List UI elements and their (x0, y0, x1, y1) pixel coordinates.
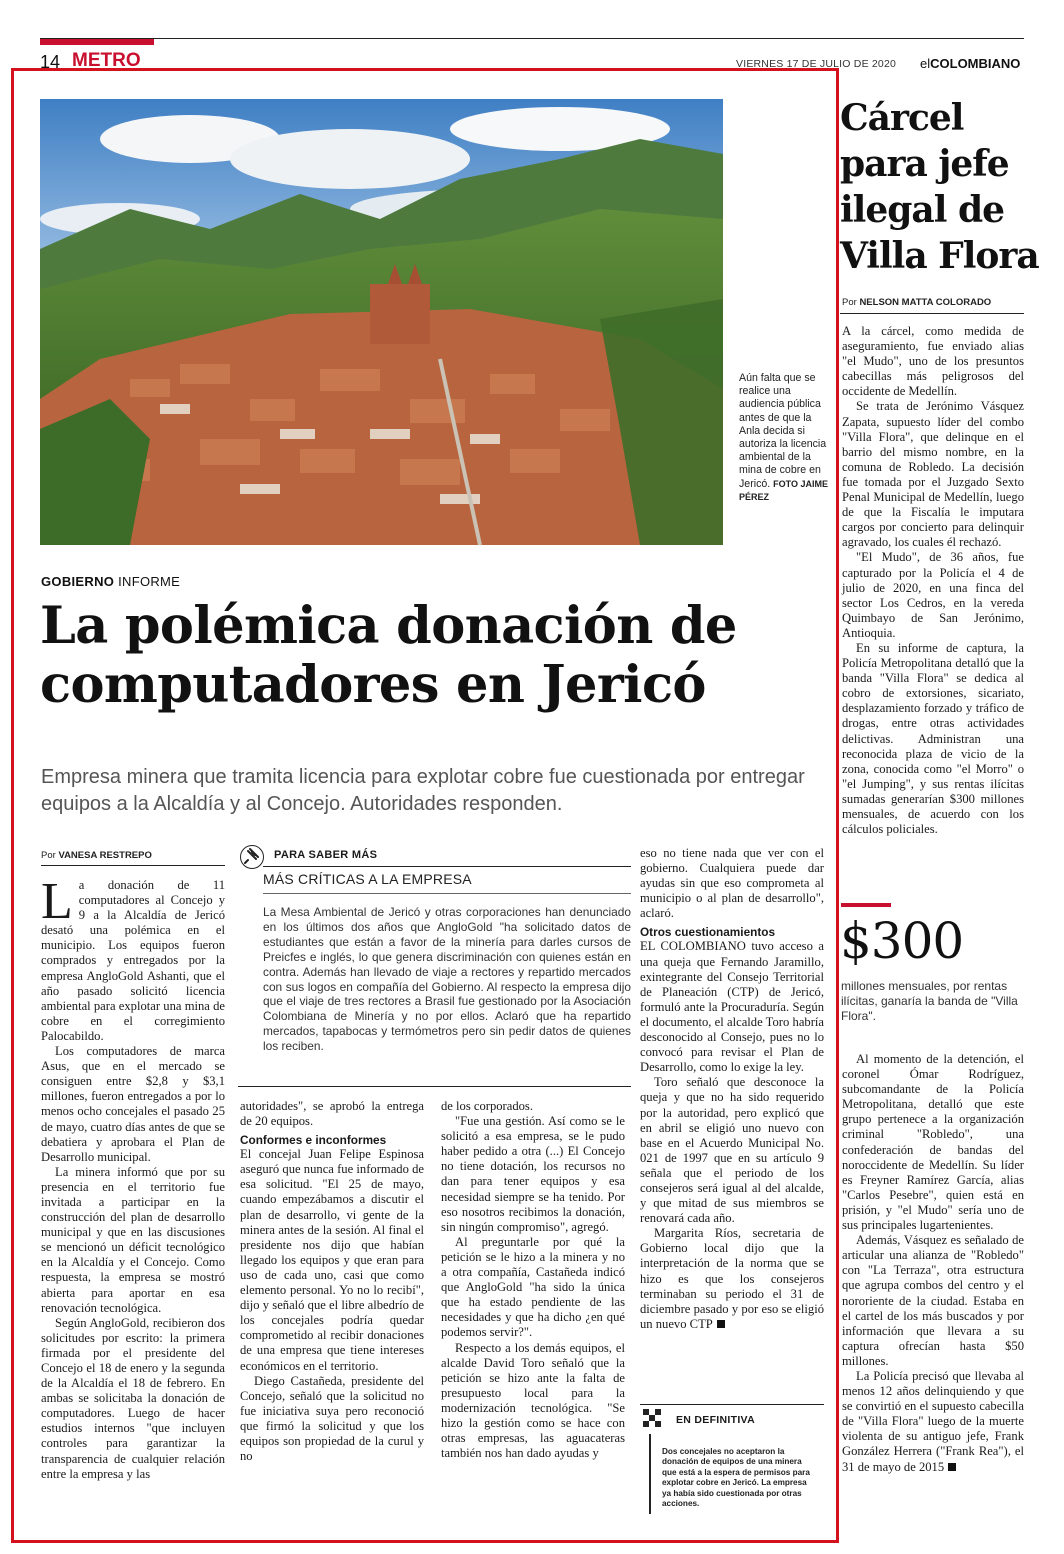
article-paragraph: autoridades", se aprobó la entrega de 20 equipos. (240, 1099, 424, 1129)
paragraph-text: La Policía precisó que llevaba al menos 12 años delinquiendo y que se convirtió en el supuesto cabecilla de "Villa Flora" luego de la muerte violenta de su antiguo jefe, Frank González Herrera ("Frank Rea"), el 31 de mayo de 2015 (842, 1368, 1024, 1474)
article-paragraph (640, 1226, 824, 1332)
sidebar-paragraph: A la cárcel, como medida de aseguramiento, fue enviado alias "el Mudo", uno de los presuntos cabecillas más peligrosos del occidente de Medellín. (842, 324, 1024, 399)
sidebar-paragraph: "El Mudo", de 36 años, fue capturado por la Policía el 4 de julio de 2020, en una finca del sector Los Cedros, en la vereda Quimbayo de San Jerónimo, Antioquia. (842, 550, 1024, 640)
article-paragraph: El concejal Juan Felipe Espinosa aseguró que nunca fue informado de esa solicitud. "El 25 de mayo, cuando empezábamos a discutir el plan de desarrollo, vi gente de la minera antes de la sesión. Al final el presidente nos dijo que habían llegado los equipos y que eran para uso de cada uno, casi que como elemento personal. Yo no lo recibí", dijo y señaló que el libre albedrío de los concejales podría quedar comprometido al recibir donaciones de una empresa que tiene intereses económicos en el territorio. (240, 1147, 424, 1373)
sidebar-paragraph (842, 1369, 1024, 1475)
article-paragraph: eso no tiene nada que ver con el gobierno. Cualquiera puede dar ayudas sin que eso comprometa al municipio o al plan de desarrollo", aclaró. (640, 846, 824, 921)
article-kicker (41, 574, 180, 589)
article-paragraph: EL COLOMBIANO tuvo acceso a una queja que Fernando Jaramillo, exintegrante del Consejo Territorial de Planeación (CTP) de Jericó, formuló ante la Procuraduría. Según el documento, el alcalde Toro habría desconocido al Consejo, pues no lo convocó para revisar el Plan de Desarrollo, como lo exige la ley. (640, 939, 824, 1075)
photo-credit: FOTO JAIME PÉREZ (739, 478, 828, 502)
article-paragraph (41, 873, 225, 1044)
section-name: METRO (72, 50, 141, 71)
paragraph-text: Margarita Ríos, secretaria de Gobierno local dijo que la interpretación de la norma que se hizo es que los consejeros terminaban su periodo el 31 de diciembre pasado y por eso se eligió un nuevo CTP (640, 1226, 824, 1331)
article-paragraph: Los computadores de marca Asus, que en el mercado se consiguen entre $2,8 y $3,1 millones, fueron entregados a por lo menos ocho concejales el pasado 25 de mayo, cuatro días antes de que se debatiera y aprobara el Plan de Desarrollo municipal. (41, 1044, 225, 1164)
sidebar-byline-prefix: Por (842, 297, 857, 308)
big-number-accent (841, 903, 891, 907)
sidebar-headline: Cárcel para jefe ilegal de Villa Flora (840, 97, 1039, 277)
article-paragraph: Respecto a los demás equipos, el alcalde David Toro señaló que la petición se hizo ante la falta de presupuesto local para la modernización tecnológica. "Se hizo la gestión como se hace con otras empresas, las aguacateras también nos han dado ayudas y (441, 1340, 625, 1461)
byline-prefix: Por (41, 850, 56, 861)
section-accent-bar (40, 39, 154, 45)
sidebar-byline (842, 297, 991, 308)
sidebar-paragraph: Se trata de Jerónimo Vásquez Zapata, supuesto líder del combo "Villa Flora", que delinque en el barrio del mismo nombre, en la comuna de Robledo. La decisión fue tomada por el Juzgado Sexto Penal Municipal de Medellín, luego de que la Fiscalía le imputara cargos por concierto para delinquir agravado, los cuales él rechazó. (842, 399, 1024, 550)
byline-author: VANESA RESTREPO (58, 850, 152, 861)
definitiva-title: EN DEFINITIVA (676, 1414, 755, 1426)
photo-caption (739, 372, 829, 504)
jerico-town-photo (40, 99, 723, 545)
newspaper-logo-name: COLOMBIANO (930, 56, 1021, 71)
sidebar-byline-author: NELSON MATTA COLORADO (859, 297, 992, 308)
article-paragraph: de los corporados. (441, 1099, 533, 1113)
newspaper-logo (920, 56, 1020, 71)
article-byline (41, 850, 152, 861)
sidebar-column-top (842, 324, 1024, 837)
big-number: $300 (840, 912, 964, 970)
definitiva-bar (649, 1434, 651, 1514)
jerico-town-illustration (40, 99, 723, 545)
section-heading: Conformes e inconformes (240, 1133, 387, 1148)
section-heading: Otros cuestionamientos (640, 925, 776, 940)
byline-rule (41, 865, 225, 866)
box-subtitle: MÁS CRÍTICAS A LA EMPRESA (263, 871, 472, 887)
box-text: La Mesa Ambiental de Jericó y otras corporaciones han denunciado en los últimos dos años que AngloGold "ha solicitado datos de estudiantes que están a favor de la minería para darles cursos de Preicfes e inglés, lo que genera discriminación con quienes están en contra. Además han llevado de viaje a rectores y repartido mercados con sus logos en compañía del Gobierno. Al respecto la empresa dijo que el viaje de tres rectores a Brasil fue gestionado por la Asociación Colombiana de Minería y no por ellos. Aclaró que ha repartido mercados, tapabocas y termómetros pero sin pedir datos de quienes los reciben. (263, 905, 631, 1054)
article-paragraph: Toro señaló que desconoce la queja y que no ha sido requerido por la autoridad, pero explicó que en abril se eligió uno nuevo con base en el Acuerdo Municipal No. 021 de 1997 que en su artículo 9 señala que el periodo de los consejeros será igual al del alcalde, y que mitad de sus miembros se renovará cada año. (640, 1075, 824, 1226)
photo-caption-text: Aún falta que se realice una audiencia pública antes de que la Anla decida si autoriza la licencia ambiental de la mina de cobre en Jericó. (739, 372, 827, 490)
article-subhead: Empresa minera que tramita licencia para explotar cobre fue cuestionada por entregar equipos a la Alcaldía y al Concejo. Autoridades responden. (41, 766, 805, 815)
sidebar-column-bottom (842, 1052, 1024, 1475)
article-column-2 (240, 1099, 424, 1464)
box-bottom-rule (238, 1086, 631, 1087)
article-paragraph: Diego Castañeda, presidente del Concejo, señaló que la solicitud no fue iniciativa suya pero reconoció que firmó la solicitud y que los equipos son propiedad de la curul y no (240, 1373, 424, 1464)
sidebar-paragraph: Al momento de la detención, el coronel Ómar Rodríguez, subcomandante de la Policía Metropolitana, detalló que este grupo pertenece a la organización criminal "Robledo", una confederación de bandas del noroccidente de Medellín. Su líder es Freyner Ramírez García, alias "Carlos Pesebre", quien está en prisión, y "el Mudo" sería uno de sus principales lugartenientes. (842, 1052, 1024, 1233)
definitiva-top-rule (640, 1404, 824, 1405)
newspaper-logo-prefix: el (920, 56, 931, 71)
pin-icon (240, 845, 264, 869)
article-column-4 (640, 846, 824, 1332)
definitiva-text: Dos concejales no aceptaron la donación de equipos de una minera que está a la espera de permisos para explotar cobre en Jericó. La empresa ya había sido cuestionada por otras acciones. (662, 1447, 810, 1509)
end-mark-icon (717, 1320, 725, 1328)
end-mark-icon (948, 1463, 956, 1471)
masthead-rule (40, 38, 1024, 39)
article-headline: La polémica donación de computadores en Jericó (40, 596, 737, 715)
box-top-rule (263, 866, 631, 867)
kicker-section: GOBIERNO (41, 574, 115, 589)
sidebar-paragraph: Además, Vásquez es señalado de articular una alianza de "Robledo" con "La Terraza", otra estructura que agrupa combos del centro y el nororiente de la ciudad. Estaba en el cartel de los más buscados y por información que llevara a su captura ofrecían hasta $50 millones. (842, 1233, 1024, 1368)
checker-icon (641, 1407, 663, 1429)
article-paragraph: "Fue una gestión. Así como se le solicitó a esa empresa, se le pudo haber pedido a otra (...) El Concejo no tiene dotación, los recursos no dan para tener equipos y esa necesidad siempre se ha tenido. Por eso nosotros recibimos la donación, sin ningún compromiso", agregó. (441, 1114, 625, 1234)
article-paragraph: La minera informó que por su presencia en el territorio fue invitada a participar en la construcción del plan de desarrollo municipal y que en las discusiones se mencionó un déficit tecnológico en la Alcaldía y el Concejo. Como respuesta, la empresa se mostró abierta para aportar en esa renovación tecnológica. (41, 1164, 225, 1315)
sidebar-paragraph: En su informe de captura, la Policía Metropolitana detalló que la banda "Villa Flora" se dedica al cobro de extorsiones, sicariato, desplazamiento forzado y tráfico de drogas, entre otras actividades delictivas. Administran una reconocida plaza de vicio de la zona, conocida como "el Morro" o "el Jumping", y sus rentas ilícitas sumadas generarían $300 millones mensuales, de acuerdo con los cálculos policiales. (842, 640, 1024, 837)
box-title: PARA SABER MÁS (274, 849, 378, 861)
issue-date: VIERNES 17 DE JULIO DE 2020 (736, 58, 897, 70)
page-number: 14 (40, 52, 61, 72)
article-paragraph: Al preguntarle por qué la petición se le hizo a la minera y no a otra compañía, Castañeda indicó que AngloGold "ha sido la única que ha estado pendiente de las necesidades y que ha dicho ¿en qué podemos servir?". (441, 1234, 625, 1340)
article-paragraph: Según AngloGold, recibieron dos solicitudes por escrito: la primera firmada por el presidente del Concejo el 18 de enero y la segunda de la Alcaldía el 18 de febrero. En ambas se solicitaba la donación de computadores. Luego de hacer estudios internos "que incluyen controles para garantizar la transparencia de cualquier relación entre la empresa y las (41, 1315, 225, 1481)
paragraph-text: a donación de 11 computadores al Concejo y 9 a la Alcaldía de Jericó desató una polémica en el municipio. Los equipos fueron comprados y entregados por la empresa AngloGold Ashanti, que el año pasado solicitó licencia ambiental para explotar una mina de cobre en el corregimiento Palocabildo. (41, 878, 225, 1043)
sidebar-byline-rule (840, 313, 1024, 314)
article-column-3 (441, 1099, 625, 1461)
box-sub-rule (263, 893, 631, 894)
drop-cap: L (41, 873, 73, 930)
article-column-1 (41, 873, 225, 1482)
big-number-caption: millones mensuales, por rentas ilícitas, ganaría la banda de "Villa Flora". (841, 979, 1018, 1023)
kicker-type: INFORME (118, 574, 181, 589)
